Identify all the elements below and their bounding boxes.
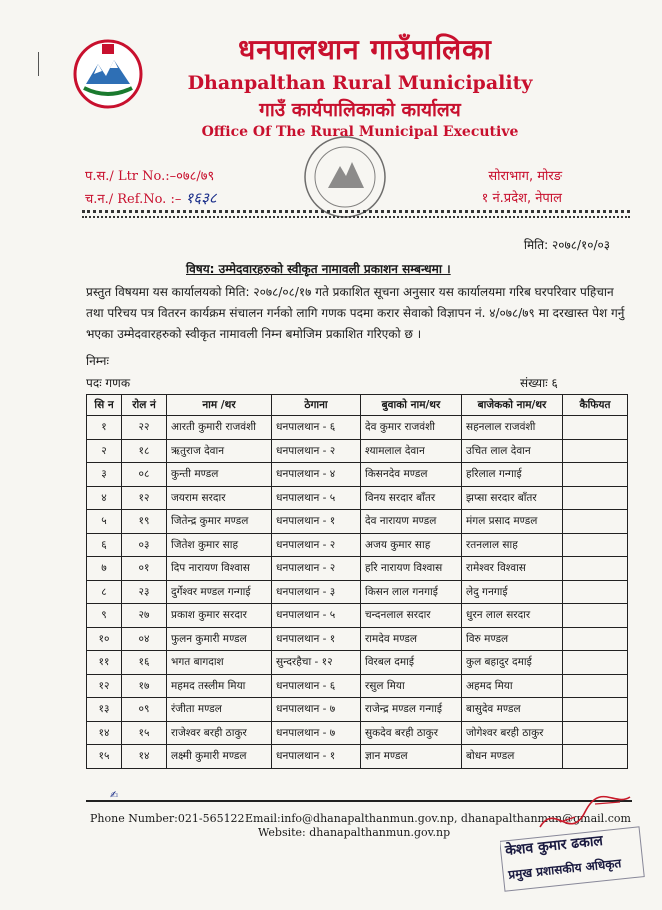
cell-father: अजय कुमार साह [361, 533, 462, 557]
cell-remarks [563, 651, 628, 675]
count-label: संख्याः ६ [520, 376, 558, 390]
cell-roll: ०९ [122, 698, 167, 722]
cell-grandfather: रतनलाल साह [462, 533, 563, 557]
cell-roll: १८ [122, 439, 167, 463]
col-name: नाम /थर [167, 395, 272, 416]
cell-roll: ०८ [122, 463, 167, 487]
cell-name: दुर्गेश्वर मण्डल गन्गाई [167, 580, 272, 604]
cell-sn: ३ [87, 463, 122, 487]
cell-father: विनय सरदार बाँतर [361, 486, 462, 510]
margin-signature-icon: ✍ [110, 790, 119, 801]
cell-sn: १० [87, 627, 122, 651]
cell-father: देव नारायण मण्डल [361, 510, 462, 534]
table-row [87, 510, 628, 534]
cell-name: जितेन्द्र कुमार मण्डल [167, 510, 272, 534]
signatory-name: केशव कुमार ढकाल [504, 832, 604, 860]
footer-phone: Phone Number:021-565122 [90, 812, 245, 825]
cell-father: रामदेव मण्डल [361, 627, 462, 651]
cell-address: धनपालथान - २ [272, 557, 361, 581]
table-row [87, 533, 628, 557]
cell-remarks [563, 604, 628, 628]
cell-grandfather: अहमद मिया [462, 674, 563, 698]
cell-roll: १६ [122, 651, 167, 675]
cell-roll: २२ [122, 416, 167, 440]
cell-name: आरती कुमारी राजवंशी [167, 416, 272, 440]
cell-grandfather: बोधन मण्डल [462, 745, 563, 769]
cell-father: किसन लाल गनगाई [361, 580, 462, 604]
col-address: ठेगाना [272, 395, 361, 416]
cell-grandfather: सहनलाल राजवंशी [462, 416, 563, 440]
cell-address: धनपालथान - २ [272, 533, 361, 557]
table-row [87, 463, 628, 487]
table-row [87, 745, 628, 769]
cell-name: फुलन कुमारी मण्डल [167, 627, 272, 651]
cell-grandfather: कुल बहादुर दमाई [462, 651, 563, 675]
address-line-1: सोराभाग, मोरङ [488, 169, 562, 184]
table-row [87, 604, 628, 628]
cell-roll: १९ [122, 510, 167, 534]
ref-number [85, 188, 217, 208]
letter-subject: विषय: उम्मेदवारहरुको स्वीकृत नामावली प्रकाशन सम्बन्धमा । [186, 262, 451, 276]
cell-roll: १७ [122, 674, 167, 698]
cell-remarks [563, 533, 628, 557]
cell-remarks [563, 674, 628, 698]
municipality-title-en: Dhanpalthan Rural Municipality [187, 72, 533, 94]
cell-sn: १३ [87, 698, 122, 722]
letter-body: प्रस्तुत विषयमा यस कार्यालयको मिति: २०७८/०८/१७ गते प्रकाशित सूचना अनुसार यस कार्यालयमा गरिब घरपरिवार पहिचान तथा परिचय पत्र वितरन कार्यक्रम संचालन गर्नको लागि गणक पदमा करार सेवाको विज्ञापन नं. ४/०७८/७९ मा दरखास्त पेश गर्नु भएका उम्मेदवारहरुको स्वीकृत नामावली निम्न बमोजिम प्रकाशित गरिएको छ । [86, 285, 625, 341]
cell-name: दिप नारायण विश्वास [167, 557, 272, 581]
cell-address: सुन्दरहैचा - १२ [272, 651, 361, 675]
cell-name: रंजीता मण्डल [167, 698, 272, 722]
table-row [87, 674, 628, 698]
cell-name: ऋतुराज देवान [167, 439, 272, 463]
cell-sn: ११ [87, 651, 122, 675]
cell-address: धनपालथान - ७ [272, 721, 361, 745]
letter-number [85, 166, 214, 184]
cell-roll: २७ [122, 604, 167, 628]
cell-father: किसनदेव मण्डल [361, 463, 462, 487]
cell-name: राजेश्वर बरही ठाकुर [167, 721, 272, 745]
cell-remarks [563, 557, 628, 581]
cell-grandfather: झप्सा सरदार बाँतर [462, 486, 563, 510]
cell-name: प्रकाश कुमार सरदार [167, 604, 272, 628]
cell-sn: ६ [87, 533, 122, 557]
cell-address: धनपालथान - ५ [272, 604, 361, 628]
cell-remarks [563, 486, 628, 510]
cell-sn: ५ [87, 510, 122, 534]
letter-date: मिति: २०७८/१०/०३ [523, 238, 610, 252]
table-row [87, 698, 628, 722]
cell-roll: ०१ [122, 557, 167, 581]
signatory-role: प्रमुख प्रशासकीय अधिकृत [507, 856, 622, 882]
cell-father: सुकदेव बरही ठाकुर [361, 721, 462, 745]
cell-roll: ०४ [122, 627, 167, 651]
cell-sn: १२ [87, 674, 122, 698]
cell-name: जितेश कुमार साह [167, 533, 272, 557]
cell-address: धनपालथान - १ [272, 627, 361, 651]
municipality-title-np: धनपालथान गाउँपालिका [238, 33, 492, 66]
office-title-en: Office Of The Rural Municipal Executive [201, 124, 519, 140]
cell-grandfather: जोगेश्वर बरही ठाकुर [462, 721, 563, 745]
cell-grandfather: बासुदेव मण्डल [462, 698, 563, 722]
cell-remarks [563, 439, 628, 463]
cell-grandfather: लेदु गनगाई [462, 580, 563, 604]
ltr-label: प.स./ Ltr No.: [85, 169, 170, 184]
cell-grandfather: विरु मण्डल [462, 627, 563, 651]
cell-remarks [563, 580, 628, 604]
cell-father: राजेन्द्र मण्डल गन्गाई [361, 698, 462, 722]
cell-roll: २३ [122, 580, 167, 604]
col-remarks: कैफियत [563, 395, 628, 416]
cell-sn: १४ [87, 721, 122, 745]
header-divider [82, 210, 630, 213]
cell-father: रसुल मिया [361, 674, 462, 698]
cell-sn: २ [87, 439, 122, 463]
col-father: बुवाको नाम/थर [361, 395, 462, 416]
cell-remarks [563, 627, 628, 651]
cell-sn: ४ [87, 486, 122, 510]
post-label: पदः गणक [86, 376, 131, 390]
cell-address: धनपालथान - २ [272, 439, 361, 463]
ltr-value: –०७८/७९ [169, 169, 215, 184]
cell-remarks [563, 745, 628, 769]
cell-roll: १२ [122, 486, 167, 510]
cell-sn: ९ [87, 604, 122, 628]
cell-father: विरबल दमाई [361, 651, 462, 675]
cell-father: ज्ञान मण्डल [361, 745, 462, 769]
cell-grandfather: रामेश्वर विश्वास [462, 557, 563, 581]
cell-name: जयराम सरदार [167, 486, 272, 510]
cell-address: धनपालथान - ४ [272, 463, 361, 487]
cell-father: चन्दनलाल सरदार [361, 604, 462, 628]
cell-grandfather: मंगल प्रसाद मण्डल [462, 510, 563, 534]
table-row [87, 439, 628, 463]
cell-address: धनपालथान - १ [272, 510, 361, 534]
footer-website: Website: dhanapalthanmun.gov.np [258, 826, 451, 839]
cell-remarks [563, 416, 628, 440]
cell-roll: १५ [122, 721, 167, 745]
table-row [87, 627, 628, 651]
cell-remarks [563, 721, 628, 745]
footer-email: Email:info@dhanapalthanmun.gov.np, dhanapalthanmun@gmail.com [245, 812, 631, 825]
cell-name: महमद तस्लीम मिया [167, 674, 272, 698]
cell-sn: ७ [87, 557, 122, 581]
cell-address: धनपालथान - ३ [272, 580, 361, 604]
candidates-table [86, 394, 628, 769]
col-grandfather: बाजेकको नाम/थर [462, 395, 563, 416]
cell-remarks [563, 463, 628, 487]
table-row [87, 486, 628, 510]
cell-roll: १४ [122, 745, 167, 769]
cell-address: धनपालथान - १ [272, 745, 361, 769]
cell-address: धनपालथान - ६ [272, 674, 361, 698]
ref-label: च.न./ Ref.No. :– [85, 192, 182, 207]
col-sn: सि न [87, 395, 122, 416]
cell-sn: १५ [87, 745, 122, 769]
cell-address: धनपालथान - ७ [272, 698, 361, 722]
cell-sn: १ [87, 416, 122, 440]
address-line-2: १ नं.प्रदेश, नेपाल [481, 191, 562, 206]
cell-name: कुन्ती मण्डल [167, 463, 272, 487]
col-roll: रोल नं [122, 395, 167, 416]
cell-roll: ०३ [122, 533, 167, 557]
cell-name: लक्ष्मी कुमारी मण्डल [167, 745, 272, 769]
margin-mark [38, 52, 39, 76]
cell-address: धनपालथान - ५ [272, 486, 361, 510]
table-row [87, 557, 628, 581]
table-row [87, 580, 628, 604]
office-stamp-icon [300, 132, 390, 222]
cell-father: श्यामलाल देवान [361, 439, 462, 463]
office-title-np: गाउँ कार्यपालिकाको कार्यालय [259, 99, 461, 121]
cell-grandfather: धुरन लाल सरदार [462, 604, 563, 628]
table-header-row [87, 395, 628, 416]
table-row [87, 651, 628, 675]
cell-name: भगत बागदाश [167, 651, 272, 675]
table-row [87, 721, 628, 745]
cell-sn: ८ [87, 580, 122, 604]
cell-father: देव कुमार राजवंशी [361, 416, 462, 440]
nepal-emblem-icon [72, 38, 144, 110]
cell-address: धनपालथान - ६ [272, 416, 361, 440]
cell-remarks [563, 698, 628, 722]
table-row [87, 416, 628, 440]
cell-grandfather: हरिलाल गन्गाई [462, 463, 563, 487]
ref-value: १६३८ [185, 189, 217, 207]
header-divider-2 [82, 216, 630, 218]
cell-remarks [563, 510, 628, 534]
nimna-label: निम्नः [86, 354, 109, 368]
cell-grandfather: उचित लाल देवान [462, 439, 563, 463]
cell-father: हरि नारायण विश्वास [361, 557, 462, 581]
